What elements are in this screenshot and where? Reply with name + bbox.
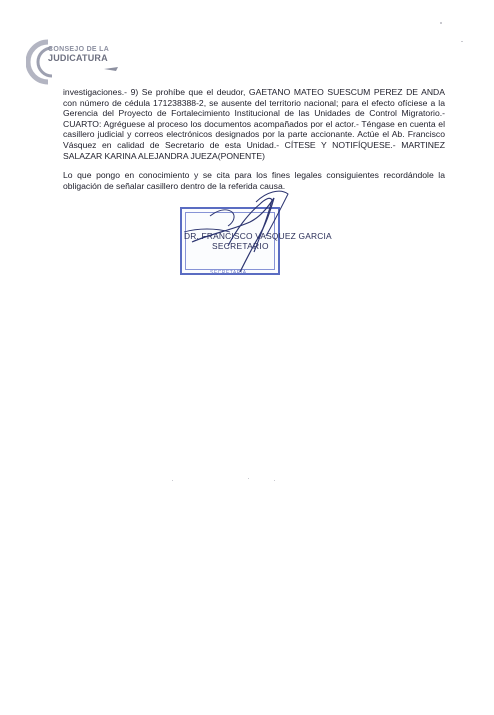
scan-speck: [172, 480, 173, 481]
stamp-bottom-text: SECRETARIA: [210, 270, 247, 276]
logo-line-1: CONSEJO DE LA: [48, 46, 110, 53]
scan-speck: [274, 480, 275, 481]
scan-speck: [461, 41, 463, 42]
scan-speck: [248, 478, 249, 479]
handwritten-signature: [170, 182, 332, 277]
stamp-title: SECRETARIO: [212, 241, 269, 251]
paragraph-notice: Lo que pongo en conocimiento y se cita para los fines legales consiguientes recordándole la obligación de señalar casillero dentro de la referida causa.: [63, 170, 445, 191]
logo-line-2: JUDICATURA: [48, 53, 108, 63]
judicatura-logo: [26, 36, 136, 86]
stamp-name: DR. FRANCISCO VASQUEZ GARCIA: [184, 231, 332, 241]
document-body: [63, 87, 445, 191]
scan-speck: [440, 22, 442, 24]
paragraph-order: investigaciones.- 9) Se prohíbe que el deudor, GAETANO MATEO SUESCUM PEREZ DE ANDA con número de cédula 171238388-2, se ausente del territorio nacional; para el efecto ofíciese a la Gerencia del Proyecto de Fortalecimiento Institucional de las Unidades de Control Migratorio.- CUARTO: Agréguese al proceso los documentos acompañados por el actor.- Téngase en cuenta el casillero judicial y correos electrónicos designados por la parte accionante. Actúe el Ab. Francisco Vásquez en calidad de Secretario de esta Unidad.- CÍTESE Y NOTIFÍQUESE.- MARTINEZ SALAZAR KARINA ALEJANDRA JUEZA(PONENTE): [63, 87, 445, 161]
